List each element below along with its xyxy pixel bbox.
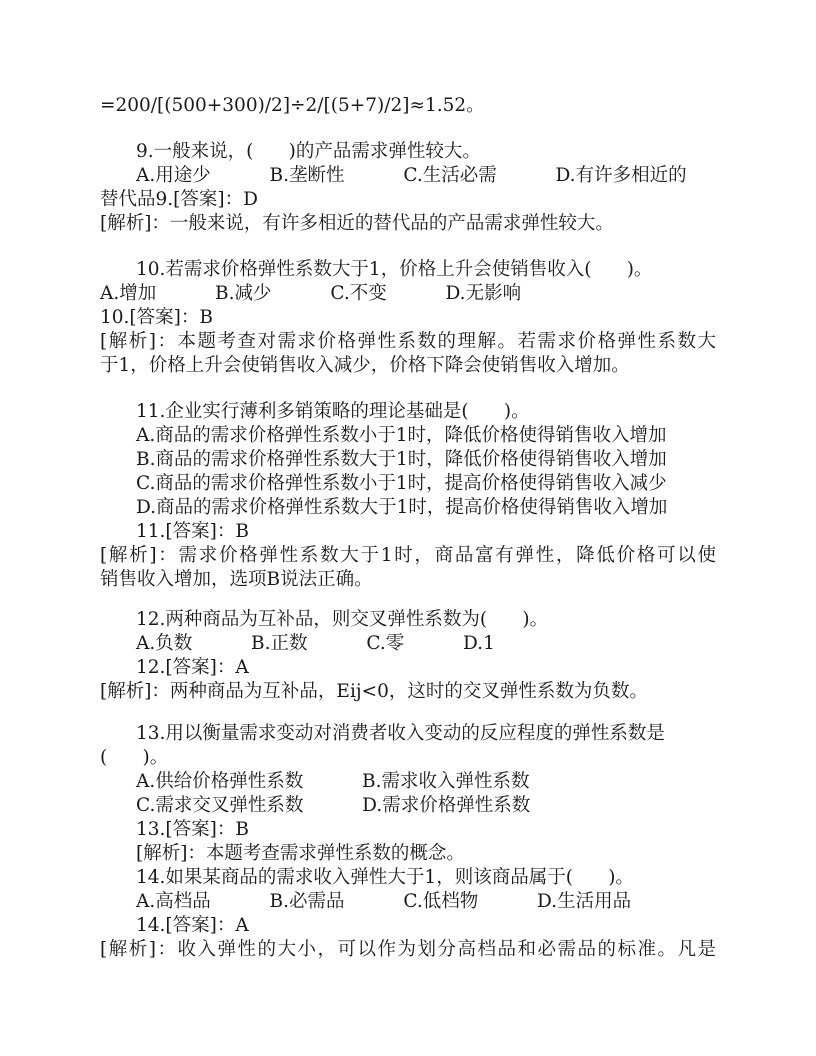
question-13-options-cd: C.需求交叉弹性系数 D.需求价格弹性系数 [136, 795, 531, 816]
question-9-options: A.用途少 B.垄断性 C.生活必需 D.有许多相近的 [136, 165, 687, 186]
question-10-options: A.增加 B.减少 C.不变 D.无影响 [100, 283, 522, 304]
question-13-answer: 13.[答案]：B [136, 819, 249, 840]
question-14-answer: 14.[答案]：A [136, 915, 249, 936]
question-13-options-ab: A.供给价格弹性系数 B.需求收入弹性系数 [136, 771, 530, 792]
calc-result-line: =200/[(500+300)/2]÷2/[(5+7)/2]≈1.52。 [100, 95, 485, 116]
question-12-options: A.负数 B.正数 C.零 D.1 [136, 633, 495, 654]
question-11-option-d: D.商品的需求价格弹性系数大于1时，提高价格使得销售收入增加 [136, 497, 668, 518]
question-9-answer: 替代品9.[答案]：D [100, 189, 258, 210]
question-12-analysis: [解析]：两种商品为互补品，Eij<0，这时的交叉弹性系数为负数。 [100, 681, 648, 702]
question-11-analysis-line-1: [解析]：需求价格弹性系数大于1时，商品富有弹性，降低价格可以使 [100, 545, 716, 566]
question-9-analysis: [解析]：一般来说，有许多相近的替代品的产品需求弹性较大。 [100, 213, 614, 234]
question-14-analysis: [解析]：收入弹性的大小，可以作为划分高档品和必需品的标准。凡是 [100, 939, 716, 960]
question-10-answer: 10.[答案]：B [100, 307, 213, 328]
question-12-answer: 12.[答案]：A [136, 657, 249, 678]
question-10-analysis-line-2: 于1，价格上升会使销售收入减少，价格下降会使销售收入增加。 [100, 355, 630, 376]
question-13-blank: ( )。 [100, 747, 169, 768]
question-11-option-a: A.商品的需求价格弹性系数小于1时，降低价格使得销售收入增加 [136, 425, 667, 446]
question-10-analysis-line-1: [解析]：本题考查对需求价格弹性系数的理解。若需求价格弹性系数大 [100, 331, 716, 352]
question-13: 13.用以衡量需求变动对消费者收入变动的反应程度的弹性系数是 [136, 723, 665, 744]
question-14-options: A.高档品 B.必需品 C.低档物 D.生活用品 [136, 891, 632, 912]
question-12: 12.两种商品为互补品，则交叉弹性系数为( )。 [136, 609, 549, 630]
question-9: 9.一般来说，( )的产品需求弹性较大。 [136, 141, 481, 162]
question-11-option-b: B.商品的需求价格弹性系数大于1时，降低价格使得销售收入增加 [136, 449, 667, 470]
question-10: 10.若需求价格弹性系数大于1，价格上升会使销售收入( )。 [136, 259, 653, 280]
question-11-analysis-line-2: 销售收入增加，选项B说法正确。 [100, 569, 373, 590]
question-11-option-c: C.商品的需求价格弹性系数小于1时，提高价格使得销售收入减少 [136, 473, 667, 494]
question-11: 11.企业实行薄利多销策略的理论基础是( )。 [136, 401, 530, 422]
question-13-analysis: [解析]：本题考查需求弹性系数的概念。 [136, 843, 465, 864]
question-14: 14.如果某商品的需求收入弹性大于1，则该商品属于( )。 [136, 867, 634, 888]
question-11-answer: 11.[答案]：B [136, 521, 249, 542]
